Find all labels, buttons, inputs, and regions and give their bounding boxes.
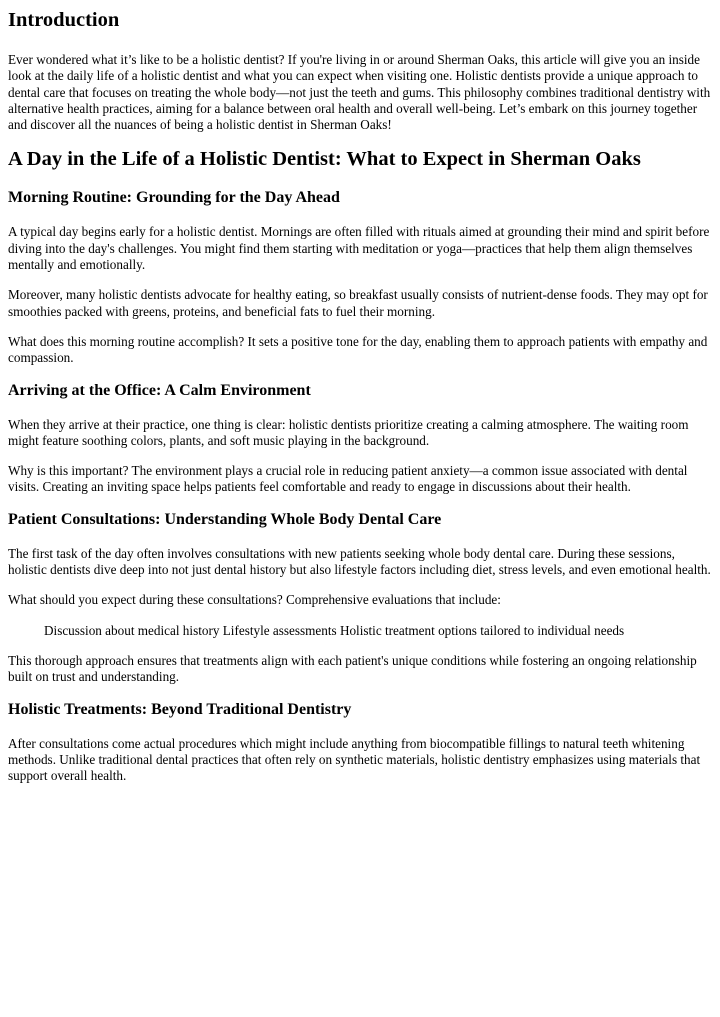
section-patient-consultations [8,510,712,686]
paragraph: When they arrive at their practice, one thing is clear: holistic dentists prioritize creating a calming atmosphere. The waiting room might feature soothing colors, plants, and soft music playing in the background. [8,416,689,448]
paragraph: A typical day begins early for a holistic dentist. Mornings are often filled with rituals aimed at grounding their mind and spirit before diving into the day's challenges. You might find them starting with meditation or yoga—practices that help them align themselves mentally and emotionally. [8,224,710,273]
paragraph: The first task of the day often involves consultations with new patients seeking whole body dental care. During these sessions, holistic dentists dive deep into not just dental history but also lifestyle factors including diet, stress levels, and even emotional health. [8,545,711,578]
indented-list-text: Discussion about medical history Lifestyle assessments Holistic treatment options tailored to individual needs [44,622,625,638]
article-title: A Day in the Life of a Holistic Dentist: What to Expect in Sherman Oaks [8,148,641,171]
section-morning-routine [8,188,712,366]
paragraph: What should you expect during these consultations? Comprehensive evaluations that include: [8,592,501,608]
section-heading: Arriving at the Office: A Calm Environment [8,381,311,399]
paragraph: Moreover, many holistic dentists advocate for healthy eating, so breakfast usually consists of nutrient-dense foods. They may opt for smoothies packed with greens, proteins, and beneficial fats to fuel their morning. [8,287,708,319]
section-arriving-office [8,381,712,496]
paragraph: Why is this important? The environment plays a crucial role in reducing patient anxiety—a common issue associated with dental visits. Creating an inviting space helps patients feel comfortable and ready to engage in discussions about their health. [8,463,688,495]
section-holistic-treatments [8,700,712,785]
paragraph: This thorough approach ensures that treatments align with each patient's unique conditions while fostering an ongoing relationship built on trust and understanding. [8,652,697,685]
section-heading: Morning Routine: Grounding for the Day Ahead [8,189,340,207]
section-heading: Holistic Treatments: Beyond Traditional Dentistry [8,700,352,718]
section-heading: Patient Consultations: Understanding Whole Body Dental Care [8,510,442,528]
paragraph: What does this morning routine accomplish? It sets a positive tone for the day, enabling them to approach patients with empathy and compassion. [8,333,708,366]
paragraph: After consultations come actual procedures which might include anything from biocompatible fillings to natural teeth whitening methods. Unlike traditional dental practices that often rely on synthetic materials, holistic dentistry emphasizes using materials that support overall health. [8,735,701,784]
intro-heading: Introduction [8,9,120,31]
intro-paragraph: Ever wondered what it’s like to be a holistic dentist? If you're living in or around Sherman Oaks, this article will give you an inside look at the daily life of a holistic dentist and what you can expect when visiting one. Holistic dentists provide a unique approach to dental care that focuses on treating the whole body—not just the teeth and gums. This philosophy combines traditional dentistry with alternative health practices, aiming for a balance between oral health and overall well-being. Let’s embark on this journey together and discover all the nuances of being a holistic dentist in Sherman Oaks! [8,52,711,133]
